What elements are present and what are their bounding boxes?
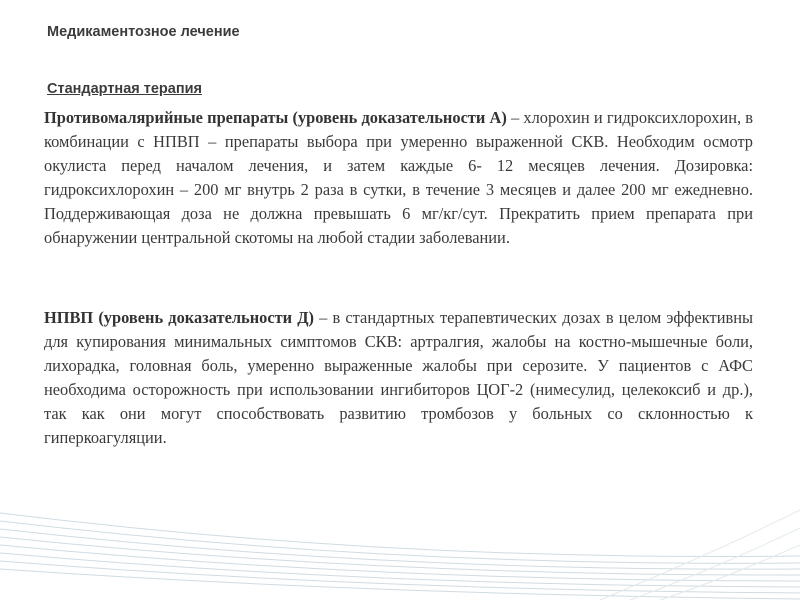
paragraph-lead: НПВП (уровень доказательности Д) [44, 308, 315, 327]
decor-curve [0, 545, 800, 581]
decor-curve [0, 553, 800, 587]
paragraph-antimalarial [44, 106, 753, 250]
decor-curve [0, 569, 800, 599]
decor-curve [660, 545, 800, 600]
slide-subtitle: Стандартная терапия [47, 81, 202, 97]
paragraph-lead: Противомалярийные препараты (уровень доказательности А) [44, 108, 507, 127]
paragraph-text: – в стандартных терапевтических дозах в целом эффективны для купирования минимальных симптомов СКВ: артралгия, жалобы на костно-мышечные боли, лихорадка, головная боль, умеренно выраженные жалобы при серозите. У пациентов с АФС необходима осторожность при использовании ингибиторов ЦОГ-2 (нимесулид, целекоксиб и др.), так как они могут способствовать развитию тромбозов у больных со склонностью к гиперкоагуляции. [44, 308, 753, 447]
decor-curve [0, 513, 800, 557]
paragraph-nsaid [44, 306, 753, 450]
paragraph-text: – хлорохин и гидроксихлорохин, в комбинации с НПВП – препараты выбора при умеренно выраженной СКВ. Необходим осмотр окулиста перед началом лечения, и затем каждые 6- 12 месяцев лечения. Дозировка: гидроксихлорохин – 200 мг внутрь 2 раза в сутки, в течение 3 месяцев и далее 200 мг ежедневно. Поддерживающая доза не должна превышать 6 мг/кг/сут. Прекратить прием препарата при обнаружении центральной скотомы на любой стадии заболевании. [44, 108, 753, 247]
slide-title: Медикаментозное лечение [47, 24, 240, 40]
decor-curve [0, 537, 800, 575]
decor-curve [0, 521, 800, 563]
decor-curve [0, 561, 800, 593]
decor-curve [600, 510, 800, 600]
decor-curve [0, 529, 800, 569]
decor-curve [630, 528, 800, 600]
